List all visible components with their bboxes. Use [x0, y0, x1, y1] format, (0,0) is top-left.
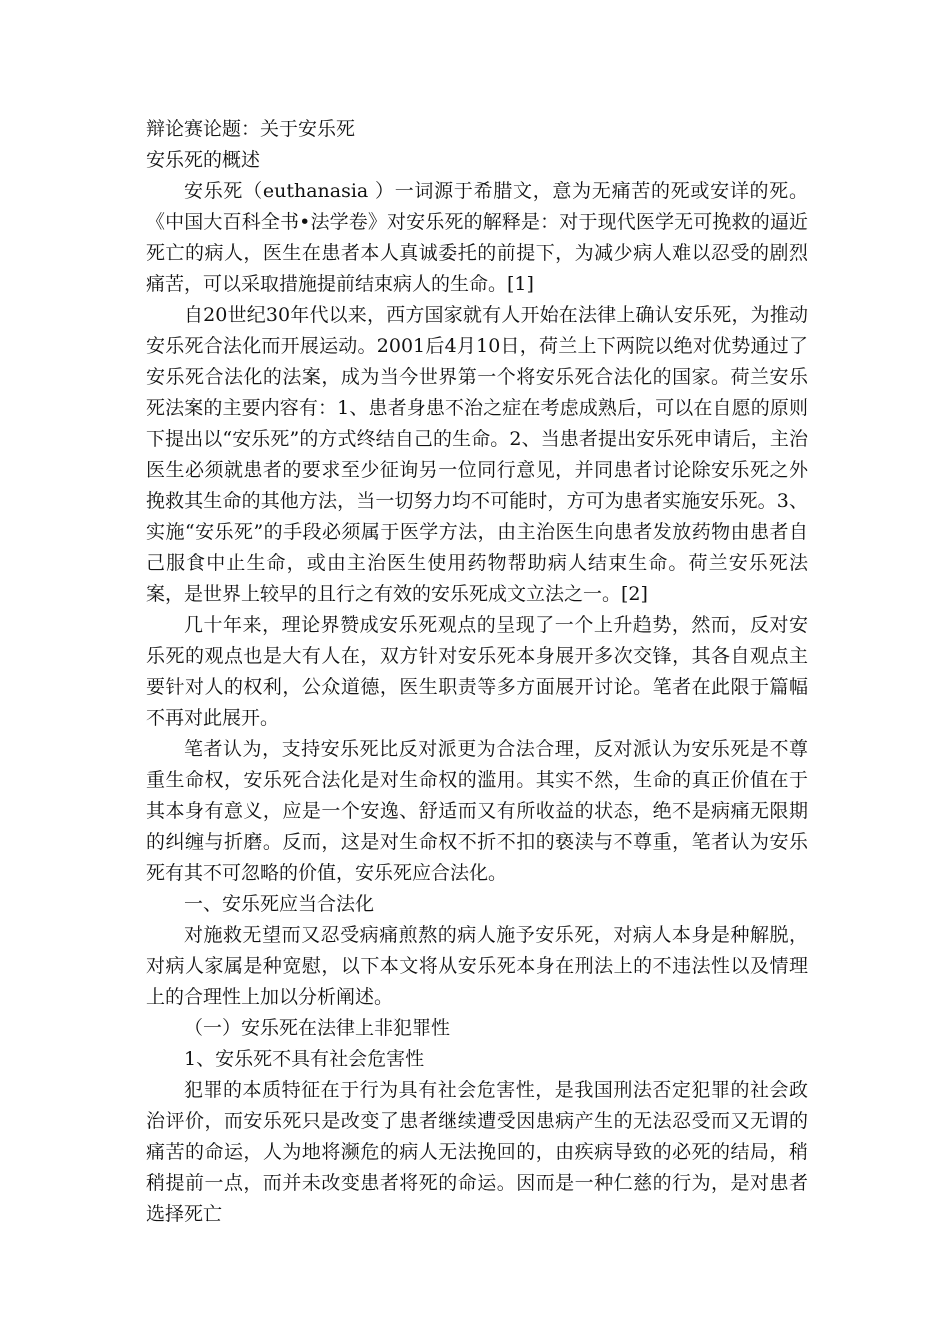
paragraph-definition: 安乐死（euthanasia ）一词源于希腊文，意为无痛苦的死或安详的死。《中国大百科全书•法学卷》对安乐死的解释是：对于现代医学无可挽救的逼近死亡的病人，医生在患者本人真诚委托的前提下，为减少病人难以忍受的剧烈痛苦，可以采取措施提前结束病人的生命。[1] [146, 180, 808, 295]
paragraph-netherlands-law: 自20世纪30年代以来，西方国家就有人开始在法律上确认安乐死，为推动安乐死合法化而开展运动。2001后4月10日，荷兰上下两院以绝对优势通过了安乐死合法化的法案，成为当今世界第一个将安乐死合法化的国家。荷兰安乐死法案的主要内容有：1、患者身患不治之症在考虑成熟后，可以在自愿的原则下提出以“安乐死”的方式终结自己的生命。2、当患者提出安乐死申请后，主治医生必须就患者的要求至少征询另一位同行意见，并同患者讨论除安乐死之外挽救其生命的其他方法，当一切努力均不可能时，方可为患者实施安乐死。3、实施“安乐死”的手段必须属于医学方法，由主治医生向患者发放药物由患者自己服食中止生命，或由主治医生使用药物帮助病人结束生命。荷兰安乐死法案，是世界上较早的且行之有效的安乐死成文立法之一。[2] [146, 304, 808, 605]
document-body [146, 114, 808, 1230]
document-title: 辩论赛论题：关于安乐死 [146, 118, 356, 140]
section-heading-legalization: 一、安乐死应当合法化 [184, 893, 375, 915]
paragraph-section-intro: 对施救无望而又忍受病痛煎熬的病人施予安乐死，对病人本身是种解脱，对病人家属是种宽慰，以下本文将从安乐死本身在刑法上的不违法性以及情理上的合理性上加以分析阐述。 [146, 924, 808, 1008]
point-heading-no-social-harm: 1、安乐死不具有社会危害性 [184, 1048, 425, 1070]
subsection-heading-non-criminal: （一）安乐死在法律上非犯罪性 [184, 1017, 451, 1039]
paragraph-debate: 几十年来，理论界赞成安乐死观点的呈现了一个上升趋势，然而，反对安乐死的观点也是大有人在，双方针对安乐死本身展开多次交锋，其各自观点主要针对人的权利，公众道德，医生职责等多方面展开讨论。笔者在此限于篇幅不再对此展开。 [146, 614, 808, 729]
paragraph-social-harm: 犯罪的本质特征在于行为具有社会危害性，是我国刑法否定犯罪的社会政治评价，而安乐死只是改变了患者继续遭受因患病产生的无法忍受而又无谓的痛苦的命运，人为地将濒危的病人无法挽回的，由疾病导致的必死的结局，稍稍提前一点，而并未改变患者将死的命运。因而是一种仁慈的行为，是对患者选择死亡 [146, 1079, 808, 1225]
paragraph-author-view: 笔者认为，支持安乐死比反对派更为合法合理，反对派认为安乐死是不尊重生命权，安乐死合法化是对生命权的滥用。其实不然，生命的真正价值在于其本身有意义，应是一个安逸、舒适而又有所收益的状态，绝不是病痛无限期的纠缠与折磨。反而，这是对生命权不折不扣的亵渎与不尊重，笔者认为安乐死有其不可忽略的价值，安乐死应合法化。 [146, 738, 808, 884]
document-subtitle: 安乐死的概述 [146, 149, 261, 171]
